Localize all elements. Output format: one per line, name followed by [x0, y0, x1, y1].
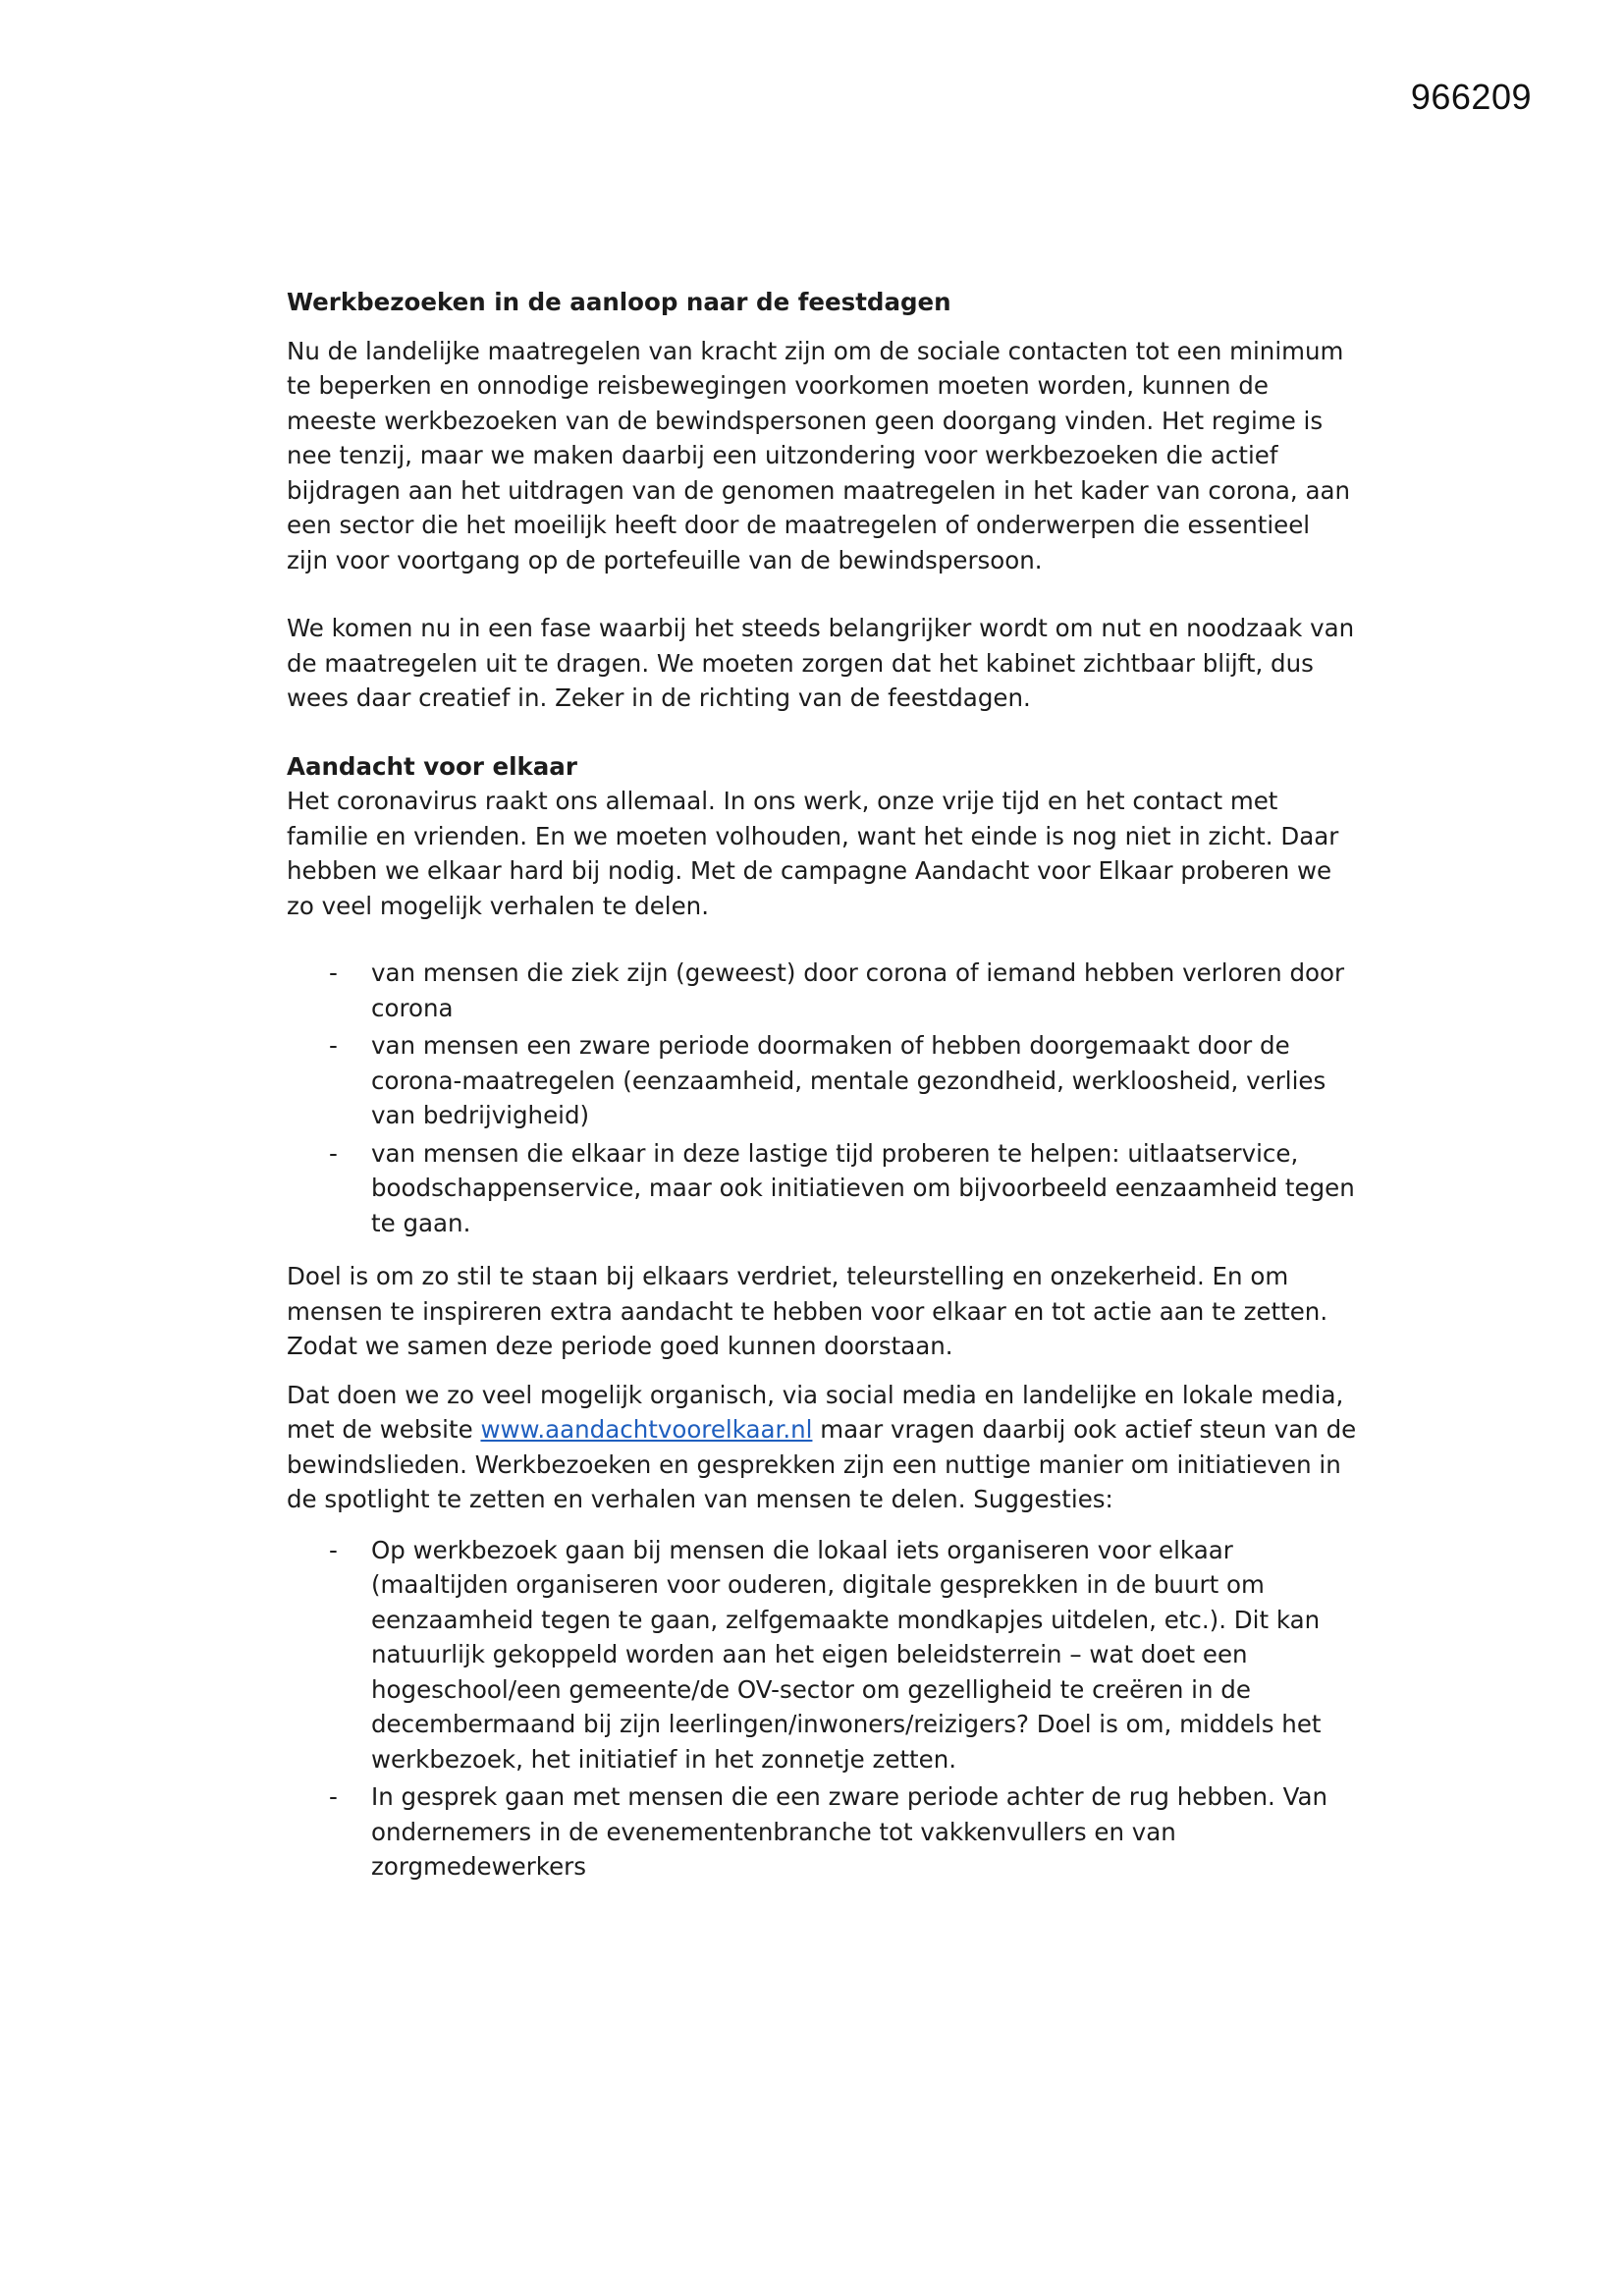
list-item-text: In gesprek gaan met mensen die een zware periode achter de rug hebben. Van ondernemers in de evenementenbranche tot vakkenvullers en van zorgmedewerkers: [371, 1782, 1327, 1881]
list-item-text: van mensen die ziek zijn (geweest) door corona of iemand hebben verloren door corona: [371, 958, 1345, 1022]
section-heading-werkbezoeken: Werkbezoeken in de aanloop naar de feestdagen: [287, 288, 951, 316]
website-link[interactable]: www.aandachtvoorelkaar.nl: [480, 1415, 813, 1444]
document-body: [287, 285, 1357, 1887]
list-item-text: van mensen die elkaar in deze lastige tijd proberen te helpen: uitlaatservice, boodschappenservice, maar ook initiatieven om bijvoorbeeld eenzaamheid tegen te gaan.: [371, 1138, 1355, 1237]
bullet-dash: -: [329, 1138, 338, 1168]
paragraph-coronavirus: Het coronavirus raakt ons allemaal. In ons werk, onze vrije tijd en het contact met familie en vrienden. En we moeten volhouden, want het einde is nog niet in zicht. Daar hebben we elkaar hard bij nodig. Met de campagne Aandacht voor Elkaar proberen we zo veel mogelijk verhalen te delen.: [287, 787, 1339, 920]
paragraph-text: maar vragen daarbij ook actief steun van de bewindslieden. Werkbezoeken en gesprekken zijn een nuttige manier om initiatieven in de spotlight te zetten en verhalen van mensen te delen. Suggesties:: [287, 1415, 1357, 1513]
bullet-dash: -: [329, 958, 338, 987]
bullet-dash: -: [329, 1031, 338, 1060]
suggestions-list: [287, 1533, 1357, 1885]
list-item-text: van mensen een zware periode doormaken of hebben doorgemaakt door de corona-maatregelen (eenzaamheid, mentale gezondheid, werkloosheid, verlies van bedrijvigheid): [371, 1031, 1326, 1129]
paragraph-organisch: [287, 1378, 1357, 1517]
list-item: [329, 1779, 1357, 1885]
list-item-text: Op werkbezoek gaan bij mensen die lokaal iets organiseren voor elkaar (maaltijden organiseren voor ouderen, digitale gesprekken in de buurt om eenzaamheid tegen te gaan, zelfgemaakte mondkapjes uitdelen, etc.). Dit kan natuurlijk gekoppeld worden aan het eigen beleidsterrein – wat doet een hogeschool/een gemeente/de OV-sector om gezelligheid te creëren in de decembermaand bij zijn leerlingen/inwoners/reizigers? Doel is om, middels het werkbezoek, het initiatief in het zonnetje zetten.: [371, 1535, 1322, 1774]
list-item: [329, 1533, 1357, 1777]
paragraph-doel: Doel is om zo stil te staan bij elkaars verdriet, teleurstelling en onzekerheid. En om mensen te inspireren extra aandacht te hebben voor elkaar en tot actie aan te zetten. Zodat we samen deze periode goed kunnen doorstaan.: [287, 1262, 1328, 1360]
story-types-list: [287, 956, 1357, 1240]
list-item: [329, 1136, 1357, 1241]
page-number: 966209: [1410, 77, 1532, 117]
paragraph-fase: We komen nu in een fase waarbij het steeds belangrijker wordt om nut en noodzaak van de maatregelen uit te dragen. We moeten zorgen dat het kabinet zichtbaar blijft, dus wees daar creatief in. Zeker in de richting van de feestdagen.: [287, 614, 1355, 712]
section-heading-aandacht: Aandacht voor elkaar: [287, 751, 577, 781]
list-item: [329, 1028, 1357, 1133]
bullet-dash: -: [329, 1782, 338, 1811]
paragraph-regime: Nu de landelijke maatregelen van kracht zijn om de sociale contacten tot een minimum te beperken en onnodige reisbewegingen voorkomen moeten worden, kunnen de meeste werkbezoeken van de bewindspersonen geen doorgang vinden. Het regime is nee tenzij, maar we maken daarbij een uitzondering voor werkbezoeken die actief bijdragen aan het uitdragen van de genomen maatregelen in het kader van corona, aan een sector die het moeilijk heeft door de maatregelen of onderwerpen die essentieel zijn voor voortgang op de portefeuille van de bewindspersoon.: [287, 336, 1351, 574]
bullet-dash: -: [329, 1535, 338, 1564]
paragraph-text: Dat doen we zo veel mogelijk organisch, via social media en landelijke en lokale media, met de website: [287, 1380, 1344, 1444]
list-item: [329, 956, 1357, 1025]
